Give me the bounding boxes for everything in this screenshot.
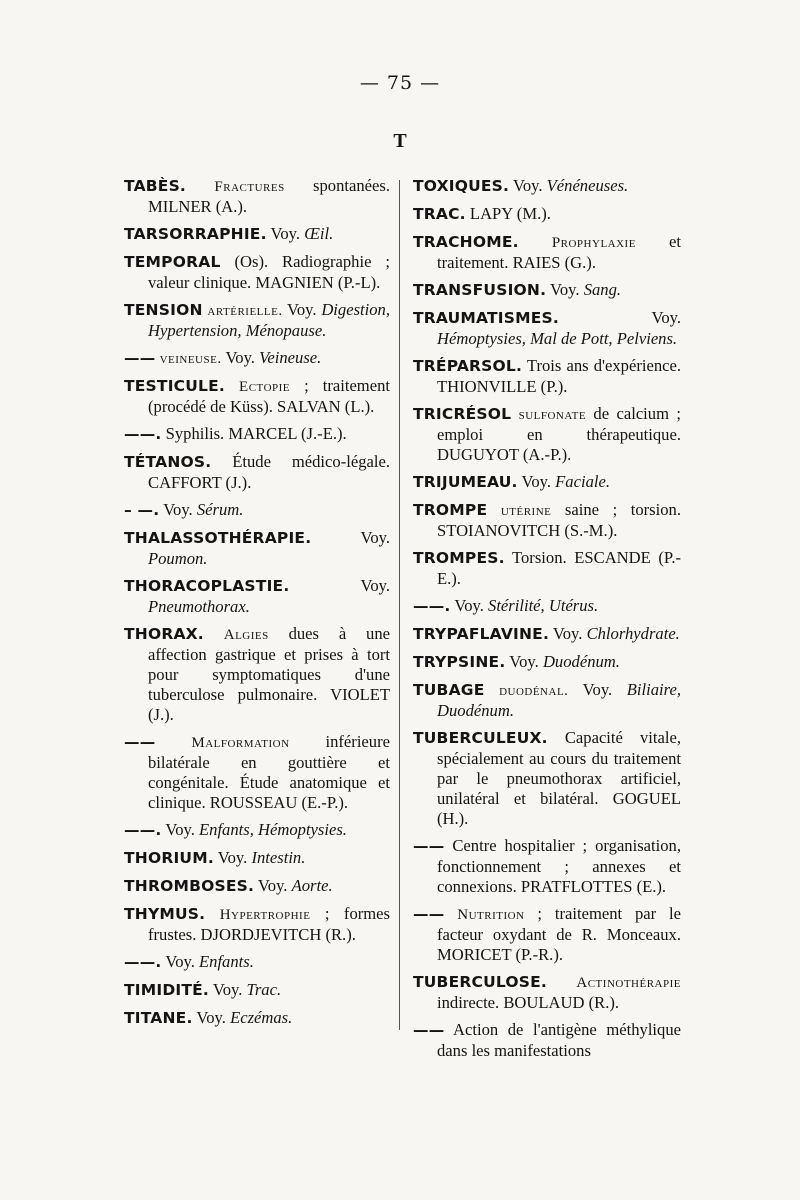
entry-heading: TUBAGE (413, 681, 485, 699)
entry-text: Voy. (159, 500, 197, 519)
entry-reference: Aorte. (291, 876, 333, 895)
entry-reference: Intestin. (251, 848, 306, 867)
index-entry (124, 452, 390, 493)
entry-text: Voy. (450, 596, 489, 615)
entry-text: Voy. (568, 680, 627, 699)
entry-qualifier: Algies (223, 627, 269, 643)
entry-heading: TRICRÉSOL (413, 405, 512, 423)
entry-text: de calcium ; emploi en thérapeutique. DUGUYOT (A.-P.). (437, 404, 681, 464)
entry-text: Action de l'antigène méthylique dans les manifestations (437, 1020, 681, 1060)
index-entry (124, 500, 390, 521)
index-entry (413, 308, 681, 349)
entry-qualifier: veineuse. (159, 351, 222, 367)
index-entry (124, 252, 390, 293)
entry-heading: TRÉPARSOL. (413, 357, 523, 375)
entry-text: Étude médico-légale. CAFFORT (J.). (148, 452, 390, 492)
entry-text: ; traitement par le facteur oxydant de R. Monceaux. MORICET (P.-R.). (437, 904, 681, 964)
entry-qualifier: sulfonate (518, 407, 587, 423)
entry-text: Voy. (161, 952, 200, 971)
entry-heading: —— (124, 733, 156, 751)
entry-qualifier: Nutrition (457, 907, 525, 923)
entry-heading: TUBERCULEUX. (413, 729, 548, 747)
index-entry (124, 528, 390, 569)
entry-heading: TIMIDITÉ. (124, 981, 210, 999)
index-entry (413, 500, 681, 541)
entry-heading: TOXIQUES. (413, 177, 510, 195)
section-letter: T (393, 130, 407, 152)
entry-heading: TRAC. (413, 205, 466, 223)
entry-heading: TEMPORAL (124, 253, 221, 271)
entry-heading: —— (413, 1021, 445, 1039)
entry-heading: TITANE. (124, 1009, 193, 1027)
entry-heading: THORAX. (124, 625, 204, 643)
index-entry (124, 224, 390, 245)
entry-qualifier: artérielle. (207, 303, 283, 319)
entry-text: Voy. (509, 176, 547, 195)
entry-reference: Veineuse. (259, 348, 322, 367)
entry-reference: Eczémas. (230, 1008, 293, 1027)
index-entry (413, 1020, 681, 1061)
entry-reference: Vénéneuses. (546, 176, 629, 195)
entry-text: Voy. (559, 308, 681, 327)
entry-heading: THORACOPLASTIE. (124, 577, 290, 595)
column-divider (399, 180, 400, 1030)
entry-reference: Trac. (246, 980, 282, 999)
entry-reference: Enfants. (199, 952, 254, 971)
index-entry (124, 1008, 390, 1029)
entry-reference: Faciale. (555, 472, 610, 491)
entry-heading: ——. (124, 821, 162, 839)
index-entry (124, 904, 390, 945)
index-entry (124, 348, 390, 369)
entry-text: Trois ans d'expérience. THIONVILLE (P.). (437, 356, 681, 396)
index-entry (413, 836, 681, 897)
entry-heading: TROMPE (413, 501, 488, 519)
entry-text: Voy. (289, 576, 390, 595)
entry-reference: Enfants, Hémoptysies. (199, 820, 347, 839)
entry-text: Voy. (254, 876, 292, 895)
entry-qualifier: utérine (500, 503, 552, 519)
index-entry (124, 820, 390, 841)
entry-heading: TRIJUMEAU. (413, 473, 518, 491)
entry-heading: – —. (124, 501, 160, 519)
entry-text: LAPY (M.). (465, 204, 551, 223)
entry-text: Voy. (266, 224, 305, 243)
entry-heading: TRANSFUSION. (413, 281, 547, 299)
entry-text: Voy. (213, 848, 252, 867)
index-entry (413, 904, 681, 965)
index-entry (413, 972, 681, 1013)
entry-heading: TENSION (124, 301, 203, 319)
index-entry (413, 652, 681, 673)
index-entry (413, 176, 681, 197)
index-entry (124, 176, 390, 217)
entry-reference: Sang. (583, 280, 622, 299)
entry-reference: Œil. (304, 224, 334, 243)
entry-reference: Stérilité, Utérus. (488, 596, 599, 615)
right-column (413, 176, 681, 1068)
index-entry (413, 232, 681, 273)
entry-reference: Hémoptysies, Mal de Pott, Pelviens. (437, 329, 678, 348)
entry-qualifier: Hypertrophie (219, 907, 311, 923)
index-entry (124, 300, 390, 341)
entry-text: et traitement. RAIES (G.). (437, 232, 681, 272)
entry-text: inférieure bilatérale en gouttière et congénitale. Étude anatomique et clinique. ROUSSEAU (E.-P.). (148, 732, 390, 812)
entry-text: spontanées. MILNER (A.). (148, 176, 390, 216)
entry-heading: —— (413, 905, 445, 923)
entry-qualifier: duodénal. (499, 683, 569, 699)
entry-text: Voy. (546, 280, 584, 299)
entry-qualifier: Malformation (191, 735, 290, 751)
index-entry (124, 576, 390, 617)
index-entry (413, 680, 681, 721)
entry-text: Voy. (282, 300, 322, 319)
entry-reference: Biliaire, Duodénum. (437, 680, 681, 720)
entry-heading: —— (124, 349, 156, 367)
entry-heading: THROMBOSES. (124, 877, 255, 895)
entry-heading: TUBERCULOSE. (413, 973, 547, 991)
entry-text: Voy. (517, 472, 556, 491)
entry-reference: Poumon. (148, 549, 208, 568)
entry-text: dues à une affection gastrique et prises à tort pour symptomatiques d'une tuberculose pulmonaire. VIOLET (J.). (148, 624, 390, 724)
entry-reference: Chlorhydrate. (586, 624, 680, 643)
entry-heading: TABÈS. (124, 177, 187, 195)
entry-heading: TRACHOME. (413, 233, 519, 251)
index-entry (124, 424, 390, 445)
entry-text: Centre hospitalier ; organisation, fonctionnement ; annexes et connexions. PRATFLOTTES (E.). (437, 836, 681, 896)
entry-heading: TROMPES. (413, 549, 505, 567)
index-entry (124, 952, 390, 973)
entry-heading: ——. (124, 425, 162, 443)
entry-text: (Os). Radiographie ; valeur clinique. MAGNIEN (P.-L). (148, 252, 390, 292)
entry-heading: —— (413, 837, 445, 855)
entry-qualifier: Prophylaxie (551, 235, 636, 251)
index-entry (413, 596, 681, 617)
entry-heading: TARSORRAPHIE. (124, 225, 267, 243)
entry-text: Capacité vitale, spécialement au cours du traitement par le pneumothorax artificiel, unilatéral et bilatéral. GOGUEL (H.). (437, 728, 681, 828)
entry-text: indirecte. BOULAUD (R.). (437, 993, 620, 1012)
index-entry (413, 472, 681, 493)
entry-heading: TÉTANOS. (124, 453, 212, 471)
entry-text: ; formes frustes. DJORDJEVITCH (R.). (148, 904, 390, 944)
entry-text: Voy. (221, 348, 260, 367)
index-entry (413, 356, 681, 397)
index-entry (124, 876, 390, 897)
entry-text: Torsion. ESCANDE (P.-E.). (437, 548, 681, 588)
entry-text: Voy. (192, 1008, 231, 1027)
entry-text: Voy. (549, 624, 587, 643)
entry-text: saine ; torsion. STOIANOVITCH (S.-M.). (437, 500, 681, 540)
index-entry (413, 728, 681, 829)
entry-text: ; traitement (procédé de Küss). SALVAN (L.). (148, 376, 390, 416)
index-entry (413, 280, 681, 301)
entry-reference: Sérum. (196, 500, 244, 519)
entry-heading: TRYPAFLAVINE. (413, 625, 550, 643)
index-entry (413, 404, 681, 465)
entry-qualifier: Actinothérapie (576, 975, 681, 991)
entry-heading: TRYPSINE. (413, 653, 506, 671)
index-entry (124, 376, 390, 417)
entry-text: Voy. (505, 652, 543, 671)
entry-text: Voy. (209, 980, 247, 999)
entry-heading: THORIUM. (124, 849, 214, 867)
index-entry (413, 204, 681, 225)
index-entry (124, 624, 390, 725)
index-entry (124, 848, 390, 869)
index-entry (413, 624, 681, 645)
entry-qualifier: Ectopie (239, 379, 291, 395)
entry-heading: TESTICULE. (124, 377, 225, 395)
entry-reference: Duodénum. (542, 652, 620, 671)
entry-reference: Digestion, Hypertension, Ménopause. (148, 300, 390, 340)
page-number: — 75 — (359, 72, 441, 94)
index-entry (124, 732, 390, 813)
index-entry (124, 980, 390, 1001)
entry-heading: THALASSOTHÉRAPIE. (124, 529, 312, 547)
entry-heading: THYMUS. (124, 905, 206, 923)
entry-text: Syphilis. MARCEL (J.-E.). (161, 424, 347, 443)
entry-text: Voy. (311, 528, 390, 547)
index-entry (413, 548, 681, 589)
entry-text: Voy. (161, 820, 200, 839)
entry-heading: ——. (413, 597, 451, 615)
entry-heading: TRAUMATISMES. (413, 309, 559, 327)
entry-qualifier: Fractures (214, 179, 285, 195)
entry-reference: Pneumothorax. (148, 597, 250, 616)
entry-heading: ——. (124, 953, 162, 971)
left-column (124, 176, 390, 1036)
